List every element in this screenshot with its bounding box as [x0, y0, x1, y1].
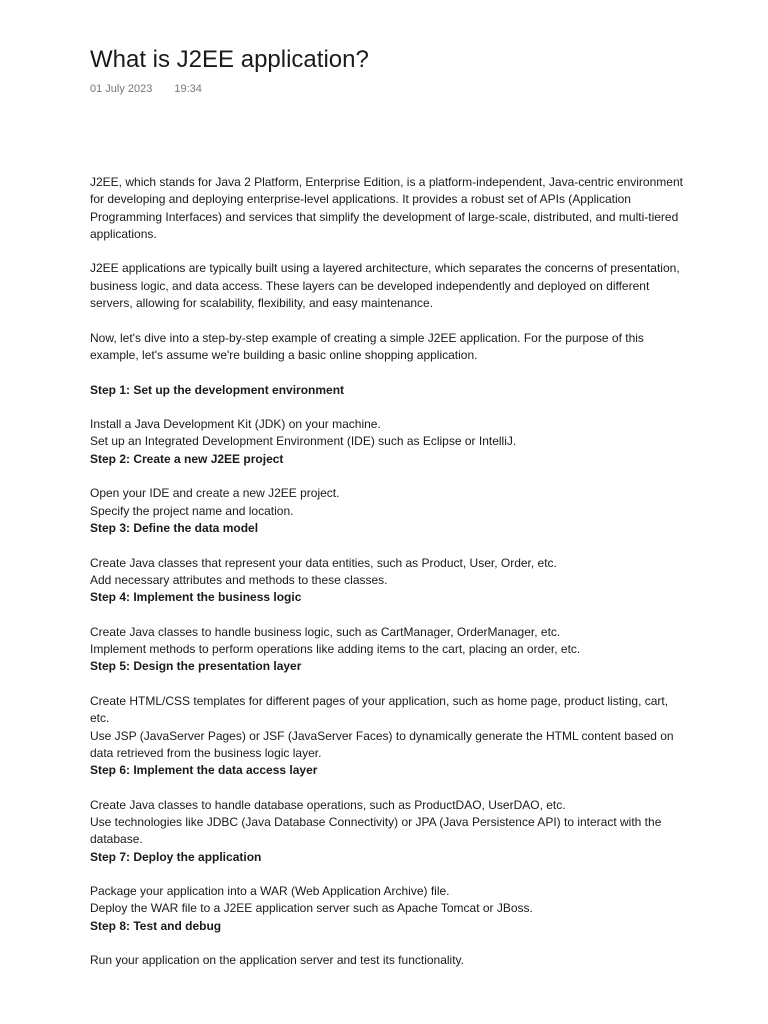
step-line: Create Java classes to handle business logic, such as CartManager, OrderManager, etc.: [90, 624, 561, 639]
step-heading: Step 3: Define the data model: [90, 520, 259, 535]
note-body: [90, 174, 690, 970]
note-date: 01 July 2023: [90, 83, 153, 95]
step-heading: Step 4: Implement the business logic: [90, 590, 302, 605]
step-section: [90, 382, 690, 451]
step-section: [90, 762, 690, 848]
page-title: What is J2EE application?: [90, 46, 369, 73]
step-line: Add necessary attributes and methods to these classes.: [90, 572, 388, 587]
step-line: Package your application into a WAR (Web Application Archive) file.: [90, 884, 450, 899]
intro-paragraph: J2EE applications are typically built using a layered architecture, which separates the concerns of presentation, business logic, and data access. These layers can be developed independently and deployed on different servers, allowing for scalability, flexibility, and easy maintenance.: [90, 261, 680, 311]
note-time: 19:34: [174, 83, 202, 95]
step-line: Create HTML/CSS templates for different pages of your application, such as home page, product listing, cart, etc.: [90, 693, 669, 726]
step-line: Implement methods to perform operations like adding items to the cart, placing an order, etc.: [90, 642, 581, 657]
note-timestamp: [90, 83, 202, 95]
step-line: Use technologies like JDBC (Java Database Connectivity) or JPA (Java Persistence API) to interact with the database.: [90, 814, 662, 847]
step-line: Set up an Integrated Development Environment (IDE) such as Eclipse or IntelliJ.: [90, 434, 517, 449]
step-line: Open your IDE and create a new J2EE project.: [90, 486, 340, 501]
step-heading: Step 6: Implement the data access layer: [90, 763, 318, 778]
step-section: [90, 589, 690, 658]
step-section: [90, 658, 690, 762]
step-heading: Step 8: Test and debug: [90, 918, 222, 933]
step-line: Run your application on the application server and test its functionality.: [90, 953, 464, 968]
step-section: [90, 918, 690, 970]
step-heading: Step 1: Set up the development environment: [90, 382, 345, 397]
step-line: Create Java classes that represent your data entities, such as Product, User, Order, etc.: [90, 555, 557, 570]
step-line: Use JSP (JavaServer Pages) or JSF (JavaServer Faces) to dynamically generate the HTML content based on data retrieved from the business logic layer.: [90, 728, 674, 760]
step-section: [90, 451, 690, 520]
step-section: [90, 849, 690, 918]
step-heading: Step 2: Create a new J2EE project: [90, 451, 284, 466]
step-line: Deploy the WAR file to a J2EE application server such as Apache Tomcat or JBoss.: [90, 901, 533, 916]
step-heading: Step 5: Design the presentation layer: [90, 659, 302, 674]
intro-paragraph: J2EE, which stands for Java 2 Platform, Enterprise Edition, is a platform-independent, Java-centric environment for developing and deploying enterprise-level applications. It provides a robust set of APIs (Application Programming Interfaces) and services that simplify the development of large-scale, distributed, and multi-tiered applications.: [90, 175, 683, 241]
intro-paragraph: Now, let's dive into a step-by-step example of creating a simple J2EE application. For the purpose of this example, let's assume we're building a basic online shopping application.: [90, 330, 644, 362]
step-line: Specify the project name and location.: [90, 503, 294, 518]
step-line: Create Java classes to handle database operations, such as ProductDAO, UserDAO, etc.: [90, 797, 566, 812]
step-section: [90, 520, 690, 589]
step-heading: Step 7: Deploy the application: [90, 849, 262, 864]
step-line: Install a Java Development Kit (JDK) on your machine.: [90, 417, 381, 432]
